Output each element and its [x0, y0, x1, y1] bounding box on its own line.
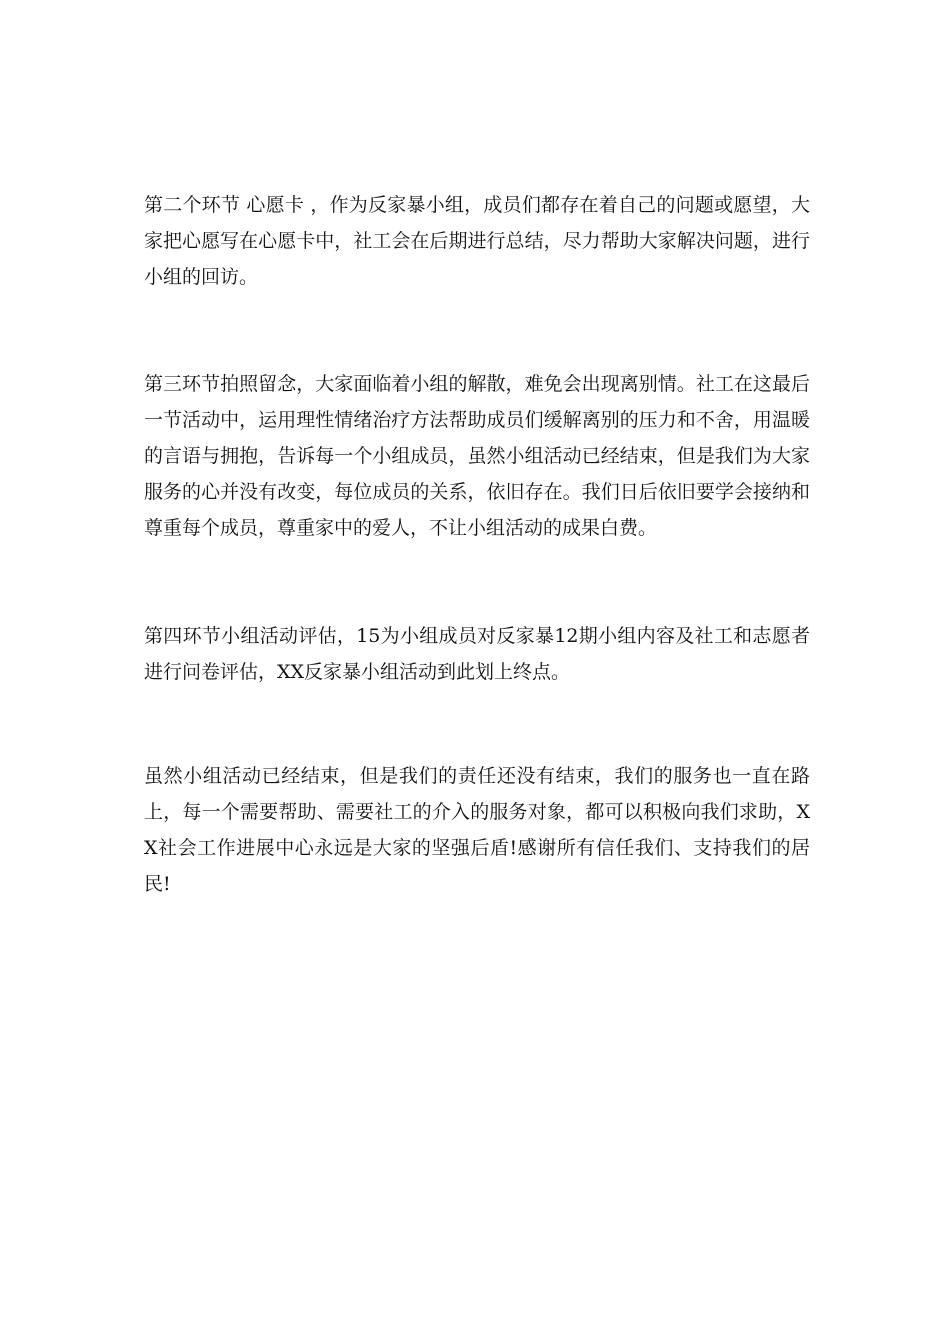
paragraph-section-two: 第二个环节 心愿卡 ，作为反家暴小组，成员们都存在着自己的问题或愿望，大家把心愿写在心愿卡中，社工会在后期进行总结，尽力帮助大家解决问题，进行小组的回访。 [144, 194, 810, 288]
paragraph-closing: 虽然小组活动已经结束，但是我们的责任还没有结束，我们的服务也一直在路上，每一个需要帮助、需要社工的介入的服务对象，都可以积极向我们求助，XX社会工作进展中心永远是大家的坚强后盾!感谢所有信任我们、支持我们的居民! [144, 765, 810, 895]
paragraph-section-four: 第四环节小组活动评估，15为小组成员对反家暴12期小组内容及社工和志愿者进行问卷评估，XX反家暴小组活动到此划上终点。 [144, 625, 810, 683]
paragraph-section-three: 第三环节拍照留念，大家面临着小组的解散，难免会出现离别情。社工在这最后一节活动中，运用理性情绪治疗方法帮助成员们缓解离别的压力和不舍，用温暖的言语与拥抱，告诉每一个小组成员，虽然小组活动已经结束，但是我们为大家服务的心并没有改变，每位成员的关系，依旧存在。我们日后依旧要学会接纳和尊重每个成员，尊重家中的爱人，不让小组活动的成果白费。 [144, 373, 810, 539]
